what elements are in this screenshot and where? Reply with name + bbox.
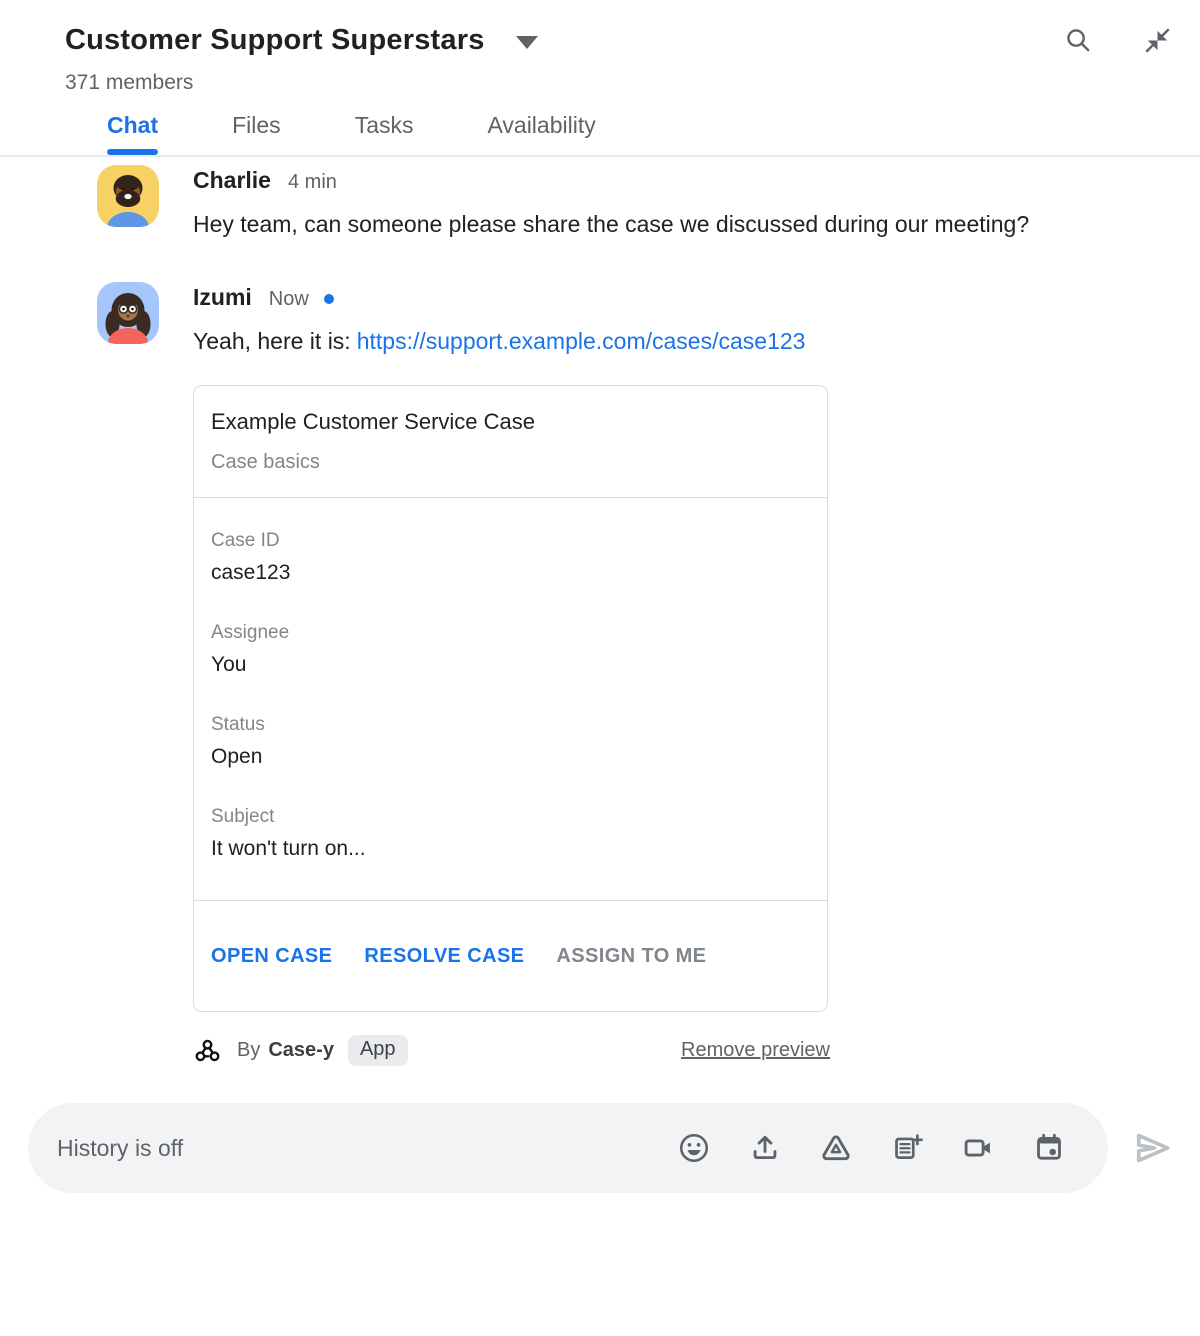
message-text	[193, 321, 830, 361]
tab-bar	[0, 96, 1200, 157]
room-title: Customer Support Superstars	[65, 23, 485, 56]
avatar-izumi[interactable]	[97, 282, 159, 344]
app-badge: App	[348, 1035, 408, 1066]
search-icon	[1064, 26, 1093, 55]
message-text-prefix: Yeah, here it is:	[193, 328, 351, 354]
field-subject	[211, 805, 810, 863]
compose-bar	[28, 1103, 1200, 1193]
resolve-case-button[interactable]: RESOLVE CASE	[364, 945, 525, 967]
upload-button[interactable]	[746, 1129, 784, 1167]
field-value: It won't turn on...	[211, 837, 366, 860]
message-input-placeholder: History is off	[57, 1134, 184, 1161]
room-header	[0, 0, 1200, 157]
video-icon	[961, 1131, 995, 1165]
collapse-icon	[1143, 26, 1172, 55]
message-list	[0, 157, 1200, 1065]
field-label: Case ID	[211, 530, 280, 551]
message-charlie	[0, 165, 1200, 244]
field-label: Subject	[211, 806, 275, 827]
search-button[interactable]	[1063, 25, 1093, 55]
card-title: Example Customer Service Case	[211, 409, 536, 434]
field-status	[211, 713, 810, 771]
add-note-icon	[890, 1131, 924, 1165]
emoji-icon	[677, 1131, 711, 1165]
webhook-icon	[193, 1036, 222, 1065]
collapse-button[interactable]	[1142, 25, 1172, 55]
send-button[interactable]	[1131, 1126, 1175, 1170]
remove-preview-link[interactable]: Remove preview	[681, 1038, 830, 1061]
room-title-button[interactable]	[65, 24, 538, 57]
message-time: 4 min	[287, 171, 337, 193]
tab-files[interactable]: Files	[232, 112, 281, 138]
field-value: You	[211, 653, 247, 676]
field-value: Open	[211, 745, 263, 768]
by-label: By	[237, 1038, 261, 1061]
case-preview-card	[193, 385, 828, 1012]
card-attribution	[193, 1035, 830, 1065]
author-name: Charlie	[193, 167, 271, 193]
video-button[interactable]	[959, 1129, 997, 1167]
emoji-button[interactable]	[675, 1129, 713, 1167]
calendar-icon	[1032, 1131, 1066, 1165]
add-note-button[interactable]	[888, 1129, 926, 1167]
tab-availability[interactable]: Availability	[487, 112, 596, 138]
upload-icon	[748, 1131, 782, 1165]
message-input[interactable]	[28, 1103, 1108, 1193]
unread-dot	[324, 294, 334, 304]
field-case-id	[211, 529, 810, 587]
calendar-button[interactable]	[1030, 1129, 1068, 1167]
author-name: Izumi	[193, 284, 252, 310]
send-icon	[1131, 1126, 1175, 1170]
card-subtitle: Case basics	[211, 451, 320, 473]
member-count: 371 members	[65, 71, 194, 94]
assign-to-me-button[interactable]: ASSIGN TO ME	[556, 945, 707, 967]
field-label: Assignee	[211, 622, 290, 643]
message-time: Now	[268, 288, 309, 310]
tab-tasks[interactable]: Tasks	[354, 112, 414, 138]
case-link[interactable]: https://support.example.com/cases/case123	[356, 328, 806, 354]
field-assignee	[211, 621, 810, 679]
field-value: case123	[211, 561, 291, 584]
drive-icon	[819, 1131, 853, 1165]
tab-chat[interactable]: Chat	[107, 112, 158, 155]
avatar-charlie[interactable]	[97, 165, 159, 227]
chevron-down-icon	[516, 36, 538, 49]
drive-button[interactable]	[817, 1129, 855, 1167]
field-label: Status	[211, 714, 265, 735]
app-name: Case-y	[268, 1038, 334, 1061]
message-text: Hey team, can someone please share the case we discussed during our meeting?	[193, 211, 1030, 237]
open-case-button[interactable]: OPEN CASE	[211, 945, 333, 967]
message-izumi	[0, 282, 1200, 1065]
